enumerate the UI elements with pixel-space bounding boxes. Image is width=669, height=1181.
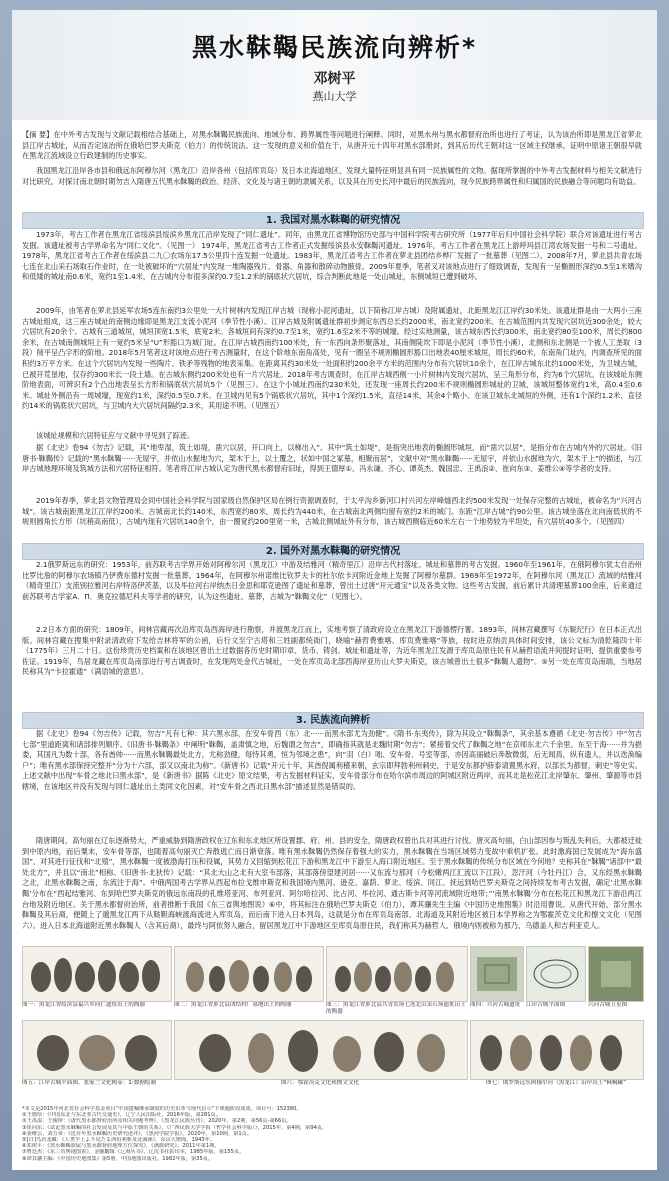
reference-item: ④姜维公、刘万章：《近百年黑水靺鞨历史研究述评》，《黑河学院学报》，2020年，第10期，第1页。: [22, 1130, 253, 1137]
section-heading-3: 3. 民族流向辨析: [22, 712, 644, 729]
abstract-paragraph: 【摘 要】在中外考古发现与文献记载相结合基础上，对黑水靺鞨民族流向、地域分布、跨界属性等问题进行阐释。同时，对黑水州与黑水都督府治所也进行了考证，认为该治所即是黑龙江省萝北县江岸古城址，从而否定该治所在俄哈巴罗夫斯克（伯力）的传统说法。这一发现的意义和价值在于，从唐开元十四年对黑水部册封，到其后历代王朝对这一区域主权继承，证明中原诸王朝很早就在黑龙江流域设立行政建制的历史事实。: [22, 130, 642, 161]
section1-paragraph-5: 2019年春季，萝北县文物管理局会同中国社会科学院与国家级自然保护区局在例行资源调查时，于太平沟乡新河口村兴河左岸峰燧西北约500米发现一处保存完整的古城址，被命名为“兴河古城”。该古城南距黑龙江江岸约200米。古城南北长约140米，东西宽约80米，周长约为440米，在古城南北两侧均留有宽约2米的城门。东距“江岸古城”约90公里。该古城坐落在北向南低状的不规则圆角长方形（坑稍高南低），古城内现有穴居坑140余个，由一圈宽约200里宽一米，古城北侧城址外有分布，该古城西侧临近60米左右一个地势较为平坦处，有穴居坑40多个。（见图四）: [22, 496, 642, 527]
reference-item: ⑧谭其骧主编：《中国历史地图集》第5册，中国地图出版社，1982年版，第35页。: [22, 1155, 214, 1162]
figure-2-image: [174, 946, 324, 1002]
section2-paragraph-1: 2.1俄罗斯远东的研究：1953年，前苏联考古学界开始对阿穆尔河（黑龙江）中游及结雅河（精奇里江）沿岸古代村落址、城址和墓葬的考古发掘。1960年至1961年，在俄阿穆尔犹太自治州比罗比詹的阿穆尔农场镇乃伊费东德村发掘一批墓葬。1964年，在阿穆尔州诺维比钦罗夫卡的杜尔依卡河附近金地上发掘了阿穆尔墓群。1969年至1972年，在阿穆尔河（黑龙江）流域的结雅河（精奇里江）支流别拉雅河右岸特洛伊茨基，以及毕拉河右岸纳杰日金思和耶克逊图了遗址和墓葬，曾出土过唐“开元通宝”以及各类文物。这些考古发掘，前后累计共清理墓葬100余座，后来通过前苏联考古学家A．Π．奥克拉德尼科夫等学者的研究，认为这些遗址、墓葬，古城为“靺鞨文化”（见图七）。: [22, 560, 642, 601]
reference-item: ⑤[日]鸟居龙藏：《人类学上より見たる西伯利亜及北满洲》，东京大镫阁，1943年。: [22, 1137, 216, 1144]
poster-sheet: [12, 10, 657, 1170]
reference-item: ⑥邓树平：《黑水靺鞨族属与黑水都督府地理方位探究》，《满族研究》，2011年第1期。: [22, 1143, 220, 1150]
section1-paragraph-3: 该城址规模和穴居特征应与文献中寻见到了踪迹。: [36, 431, 195, 440]
reference-item: ①王德厚：《中国东北与东北亚古代交通史》，辽宁人民出版社，2016年版，第281页。: [22, 1112, 221, 1119]
intro-paragraph: 我国黑龙江沿岸各市县和俄远东阿穆尔河（黑龙江）沿岸各州（包括库页岛）及日本北海道地区，发现大量特征明显具有同一民族属性的文物。据现所掌握的中外考古发掘材料与相关文献进行对比研究，对探讨南北朝时期勿吉入隋唐五代黑水靺鞨的政治、经济、文化及与诸王朝的隶属关系，以及其在历史长河中最后的民族流向，现今民族跨界属性和归属国的民族融合等问题均有助益。: [22, 166, 642, 186]
reference-item: ②王禹浪、王俊铮：《唐代黑水都督府治所及相关问题考辨》，《黑龙江民族丛刊》，2020年，第2期，第56页-第66页。: [22, 1118, 292, 1125]
figure-3-image: [326, 946, 468, 1002]
poster-title: 黑水靺鞨民族流向辨析*: [191, 33, 478, 62]
reference-item: ③崔向东：《试论黑水靺鞨的社会发展及其与中原王朝的关系》，《广西民族大学学报（哲学社会科学版）》，2015年，第4期，第94页。: [22, 1124, 328, 1131]
figure-4-caption: 图四：兴河古城遗址: [470, 1002, 521, 1008]
figure-5-caption: 图五：江岸古城平面图、张家兰文化陶壶：1:数据绘制: [22, 1080, 157, 1086]
figure-6-image: [174, 1020, 468, 1080]
section3-paragraph-1: 据《北史》卷94《勿吉传》记载，勿吉“凡有七种：其六黑水部，在安车骨西（东）北······而黑水部尤为劲健”。《隋书·东夷传》，除为其设立“靺鞨条”，其余基本遵循《北史·勿吉传》中“勿吉七部”里道距离和诸部排列顺序。《旧唐书·靺鞨条》中阐明“靺鞨，盖肃慎之地，后魏谓之勿吉”，即确指其就是北魏时期“勿吉”；紧接着交代了靺鞨之地“在京师东北六千余里。东至于海······并为挹娄，其国凡为数十部，各有酋帅······而黑水靺鞨最处北方，尤称劲健，每恃其勇，恒为邻境之患”，向“羽（白）咄、安车骨、号室等部，亦因高丽破后奔散微弱，后无闻焉，纵有遗人，并以迭涣编户”；唯有黑水部保持完整并“分为十六部，部又以南北为称”。《新唐书》记载“开元十年，其酋倪属利稽来朝，玄宗即拜勃利州刺史，于是安东都护薛泰请置黑水府，以部长为都督，刺史”等史实。上述文献中出现“车骨之地北曰黑水部”，是《新唐书》据陈《北史》原文结果，考古发掘材料证实，安车骨部分布在哈尔滨市周边的阿城区附近两岸，而其北是松花江北岸肇东、肇州、肇源等市县辖境，在该地区并没有发现与同仁遗址出土类同文化因素，对“安车骨之西北曰黑水部”描述显然是错误的。: [22, 729, 642, 791]
figure-5b-image: [588, 946, 644, 1002]
section-heading-1: 1. 我国对黑水靺鞨的研究情况: [22, 212, 644, 229]
figure-1-caption: 图一：黑龙江省绥滨县福兴乡同仁遗址出土的陶器: [22, 1002, 146, 1008]
figure-7-caption: 图七：俄罗斯远东阿穆尔河（黑龙江）沿岸出土“靺鞨罐”: [485, 1080, 627, 1086]
figures-area: [22, 946, 642, 1096]
figure-2-caption: 图二：黑龙江省萝北县团结村厂墓地出土的陶器: [174, 1002, 292, 1008]
figure-1-image: [22, 946, 172, 1002]
section1-paragraph-2: 2009年，由笔者在萝北县延军农场5连东南约3公里处一大片树林内发现江岸古城（现称小泥河遗址，以下简称江岸古城）及附属遗址，北距黑龙江江岸约30米处。该遗址群是由一大两小三座古城址组成，这三座古城址的南侧边缘即是黑龙江支流小泥河（季节性小溪）。江岸古城及附属遗址群初步测定东西总长约2000米，南北宽约200米。在古城范围内共发现穴居坑近300余处，较大穴居坑有20余个。古城有三道城垣，城垣顶宽1.5米，底宽2米。各城垣间有深约0.7至1米，宽约1.6至2米不等的城壕。经过实地测量，该古城东西长约300米，南北宽约80至100米，周长约800余米，在古城南侧城垣上有一宽约5米呈“U”形豁口为城门址。在江岸古城西南约100米处，有一东西向条形聚落址，其南侧陡坎下即是小泥河（季节性小溪），北侧和东北侧是一个被人工垄取（3段）削平呈凸字形的阶地。2018年5月笔者这对该地点进行考古测量时，在这个阶地东南角高处，见有一圈呈不规则椭圆形豁口出地表40厘米城垣，周长约60米，东南角门址内，内调查所见的面积约3万平方米。在这个穴居坑内发现一些陶片、铁矛等残物的地表采集。在距离其约30米处一处面积约200余平方米的范围内分布有穴居坑10余个，在江岸古城东北约1000米处，为卫城古城，已被开荒垦地，仅存约300米长一段土墙。在古城东侧约200米处也有一片穴居址。2018年考古调查时，在江岸古城西侧一小片树林内发现穴居坑，呈三角形分布，约为6个穴居坑。在该城址东侧阶地表面，可辨识有2个凸出地表呈长方形和锅底状穴居坑5个（见图三）。在这个小城址西南约230米处，还发现一座周长约200米不规则椭圆形城址的卫城，该城垣整体宽约1米，高0.4至0.6米。城址外侧沿有一周城壕，现宽约1米，深约0.5至0.7米。在卫城内见有5个锅底状穴居坑，其中1个深约1.5米，直径14米，其余4个略小。在该卫城东北城垣的外侧，还有1个深约1.2米、直径约14米的锅底状穴居坑，与卫城内大穴居坑间隔约2.3米，其用途不明。（见图五）: [22, 306, 642, 411]
figure-5-image: [22, 1020, 172, 1080]
poster-header: [12, 10, 657, 120]
section-heading-2: 2. 国外对黑水靺鞨的研究情况: [22, 543, 644, 560]
figure-5a-label: 江岸古城平面图: [526, 1002, 566, 1008]
author-name: 邓树平: [313, 71, 356, 87]
section2-paragraph-2: 2.2日本方面的研究：1809年，间林宫藏再次沿库页岛西海岸进行勘察，并渡黑龙江而上，实地考察了清政府设立在黑龙江下游德楞行署。1893年，间林宫藏撰写《东鞑纪行》在日本正式出版。间林宫藏在搜集中附录清政府下发给吉林将军的公函，后行文至宁古塔和三姓副都统衙门，晓喻“赫哲费雅喀、库页费雅喀”等族，按时进京纳贡具体时间安排，该公文标为清乾隆四十年（1775年）三月二十日。这份珍贵历史档案和在该地区曾出土过数据各历史时期印章、货币、铸剑、城址和遗址等，为近年黑龙江发源于库页岛原住民有从赫哲语流并间提时证明，提供重要参考佐证。1919年，鸟居龙藏在库页岛南部进行考古调查时，在发现两处金代古城址，一处在库页岛北部西海岸亚历山大罗夫斯克，该古城曾出土很多“靺鞨人遗物”。⑤另一处在库页岛南端，当地居民称其为“卡拉霍通”（满语城的意思）。: [22, 625, 642, 677]
figure-6-caption: 图六：鄂霍茨克文化和擦文文化: [280, 1080, 360, 1086]
author-affiliation: 燕山大学: [312, 90, 357, 103]
figure-5b-label: 兴河古城卫星图: [588, 1002, 628, 1008]
references-list: [22, 1106, 642, 1166]
section3-paragraph-2: 隋唐期间，高句丽在辽东逐渐势大，严重威胁到隋唐政权在辽东和东北地区所设置郡、府、州、县的安全，隋唐政权曾出兵对其进行讨伐。唐灭高句丽，白山部因参与叛乱失利后，大都被迁徙到中原内地，而后粟末，安车骨等部，也随着高句丽灭亡奔散逃亡而日渐衰落。唯有黑水靺鞨仍然保存着强大的实力，黑水靺鞨在当场区域势力变故中乘机扩张。此时激海国已发展成为“海东盛国”，对其进行征伐和“北殖”，黑水靺鞨一度被渤海打压和役属，其势力又回缩到松花江下游和黑龙江中下游至入海口附近地区。至于黑水靺鞨的传统分布区域在今何地？史称其在“靺鞨”诸部中“最处北方”，并且以“南北”相称。《旧唐书·北狄传》记载：“其北大山之北有大室韦部落，其部落傍望建河居······又东流与那河（今松嫩两江汇流以下江段），忽汗河（今牡丹江）合，又东经黑水靺鞨之北，北黑水靺鞨之南，东流注于海”。中俄两国考古学界从西起布拉戈维申斯克和我国境内黑河、逊克、嘉荫、萝北、绥滨、同江、抚远到哈巴罗夫斯克之间持续发布考古发掘，确定‘北黑水靺鞨’分布在“西起结雅河、东到哈巴罗夫斯克的俄远东南段的孔维塔亚河、布列亚河、阿尔哈拉河、比占河、毕拉河、通古斯卡河等河流域附近地带；”‘南黑水靺鞨’分布在松花江和黑龙江下游沿两江台地及附近地区。关于黑水都督府治所，前者推断于我国《东三省舆地图说》⑥中，将其标注在俄哈巴罗夫斯克（伯力），谭其骧先生主编《中国历史地图集》时沿用曹说。从唐代开始，部分黑水靺鞨及其后裔，便随上了邈黑龙江两下从鞑靼海峡渡海流进入库页岛，而后南下进入日本列岛，这就是分布在库页岛南部、北海道及其附近地区被日本学界称之为鄂霍茨克文化和擦文文化（见图六）。进入日本北海道附近黑水靺鞨人（含其后裔），最终与阿依努人融合，留居黑龙江中下游地区至库页岛原住民，我们称其为赫哲人、俄境内则被称为那乃、乌德盖人和吉利亚克人。: [22, 836, 642, 930]
figure-3-caption: 图三：黑龙江省萝北县共青农场七连北山采石场遗址出土的陶器: [326, 1002, 466, 1015]
figure-7-image: [470, 1020, 644, 1080]
section1-paragraph-1: 1973年，考古工作者在黑龙江省绥滨县绥滨乡黑龙江沿岸发现了“同仁遗址”。同年，由黑龙江省博物馆历史部与中国科学院考古研究所（1977年后归中国社会科学院）联合对该遗址进行考古发掘。该遗址被考古学界命名为“同仁文化”。（见图一） 1974年，黑龙江省考古工作者正式发掘绥滨县永安靺鞨河遗址。1976年，考古工作者在黑龙江上游呼玛县江湾农场发掘一号和二号遗址。1978年，黑龙江省考古工作者在绥滨县二九〇农场东17.5公里四十连发掘一处遗址。1983年，黑龙江省考古工作者在萝北县团结乡桦厂发掘了一批墓葬（见图二）。2008年7月，萝北县共青农场七连在北山采石场取石作业时，在一处被破坏的“穴居址”内发现一堆陶器残片、骨器、角器和散碎动物骸骨。2009年夏季，笔者又对该地点进行了细致调查，发现有一呈椭圆形深约0.5至1米嗜沟和低矮的城址南0.6米，宽约1至1.4米，在古城内分布很多深约0.7至1.2米的锅底状穴居坑，综合判断此地是一处山城址，东侧城垣已遭到破坏。: [22, 230, 642, 282]
figure-4-image: [470, 946, 524, 1002]
figure-5a-image: [526, 946, 586, 1002]
section1-paragraph-4: 据《北史》卷94《勿吉》记载，其“地卑湿，筑土如堤，凿穴以居，开口向上，以梯出入”。其中“筑土如堤”，是指突出地表的椭圆形城垣，而“凿穴以居”，是指分布在古城内外的穴居址。《旧唐书·靺鞨传》记载的“黑水靺鞨······无屋宇，并依山水掘地为穴，架木于上，以土覆之，状如中国之冢墓，相聚而居”，文献中对“黑水靺鞨······无屋宇，并依山水掘地为穴，架木于上”的描述，与江岸古城地理环境及筑城方法和穴居特征相符。笔者将江岸古城认定为唐代黑水都督府旧址，得到王德厚①、冯永谦、齐心、谭英杰、魏国忠、王禹浪②、崔向东③、姜维公④等学者的支持。: [22, 443, 642, 474]
reference-item: ⑦曹廷杰：《东三省舆地图说》，金毓黻辑《辽海丛书》，辽沈书社影印本，1985年版，第155页。: [22, 1149, 245, 1156]
reference-item: *本文是2015年河北省社会科学基金项目“中国遗嘱继承制度的历史沿革与现代启示”下课题阶段成果，项目号：152380。: [22, 1106, 302, 1112]
